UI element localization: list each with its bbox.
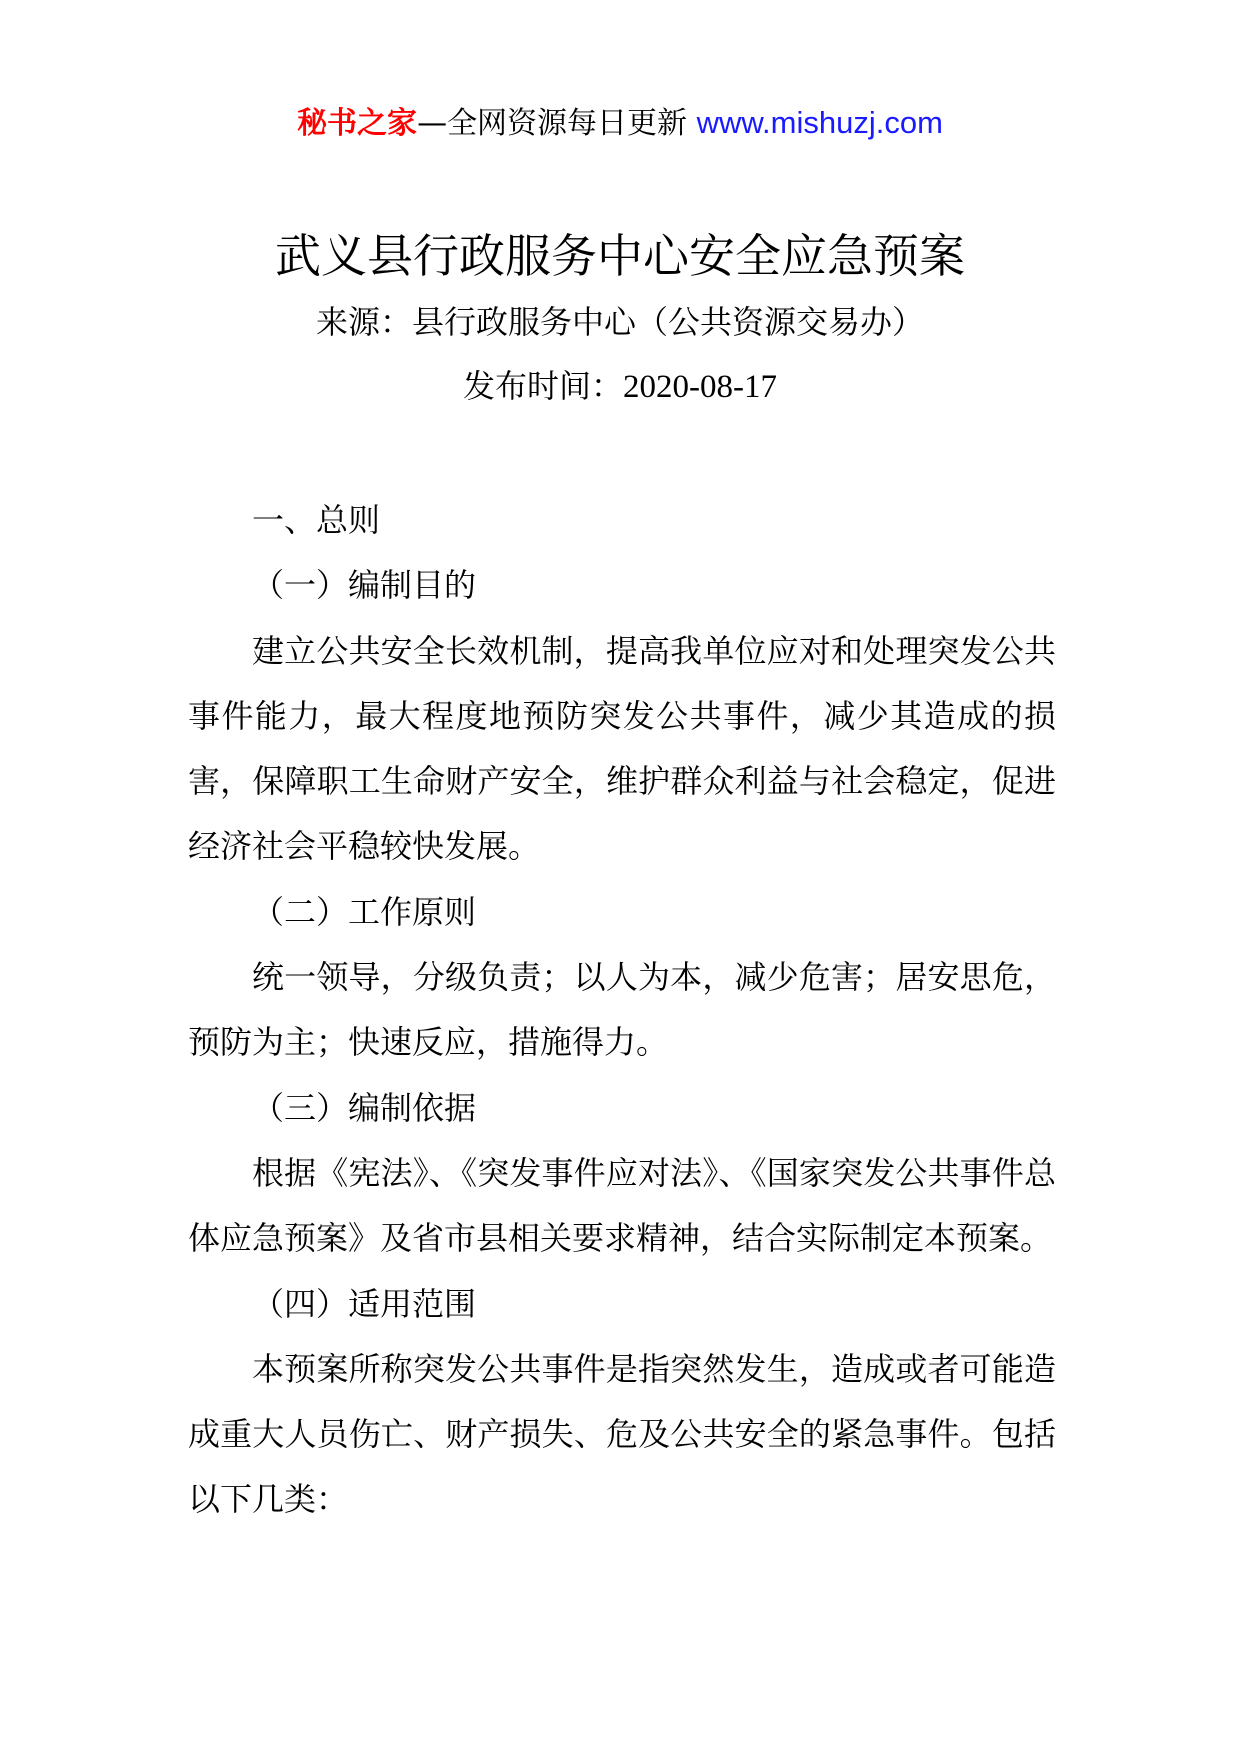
document-body [188,488,1056,1533]
section-heading-general: 一、总则 [252,501,381,539]
paragraph-scope: 本预案所称突发公共事件是指突然发生，造成或者可能造成重大人员伤亡、财产损失、危及公共安全的紧急事件。包括以下几类： [188,1349,1056,1519]
site-url-link[interactable]: www.mishuzj.com [696,105,943,140]
publish-date-value: 2020-08-17 [623,369,777,405]
document-source: 来源：县行政服务中心（公共资源交易办） [315,303,924,341]
brand-name: 秘书之家 [297,106,418,141]
banner-tagline: —全网资源每日更新 [417,106,697,141]
site-banner [0,100,1240,147]
publish-date-label: 发布时间： [463,367,624,405]
subsection-heading-basis: （三）编制依据 [252,1088,477,1127]
paragraph-principles: 统一领导，分级负责；以人为本，减少危害；居安思危，预防为主；快速反应，措施得力。 [188,958,1056,1062]
subsection-heading-principles: （二）工作原则 [252,892,477,931]
paragraph-basis: 根据《宪法》、《突发事件应对法》、《国家突发公共事件总体应急预案》及省市县相关要求精神，结合实际制定本预案。 [188,1153,1056,1258]
subsection-heading-purpose: （一）编制目的 [252,566,477,605]
paragraph-purpose: 建立公共安全长效机制，提高我单位应对和处理突发公共事件能力，最大程度地预防突发公共事件，减少其造成的损害，保障职工生命财产安全，维护群众利益与社会稳定，促进经济社会平稳较快发展。 [188,631,1056,866]
document-title: 武义县行政服务中心安全应急预案 [275,229,965,283]
publish-date [0,362,1240,411]
subsection-heading-scope: （四）适用范围 [252,1284,477,1323]
